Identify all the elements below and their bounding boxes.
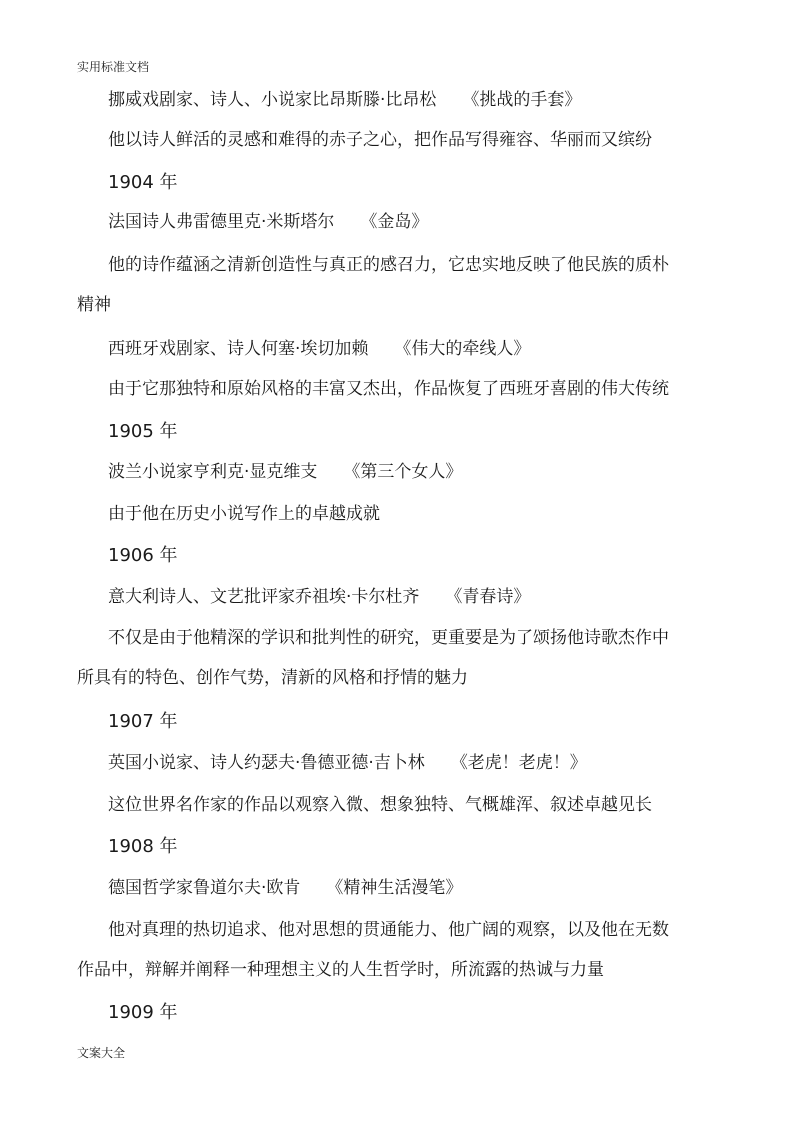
citation-line: 他的诗作蕴涵之清新创造性与真正的感召力，它忠实地反映了他民族的质朴	[108, 255, 669, 275]
citation-line: 这位世界名作家的作品以观察入微、想象独特、气概雄浑、叙述卓越见长	[108, 795, 652, 815]
work-title: 《第三个女人》	[343, 462, 463, 482]
work-title: 《老虎！老虎！》	[450, 753, 587, 773]
work-title: 《青春诗》	[445, 587, 531, 607]
year-heading: 1908 年	[108, 836, 178, 857]
citation-line-continued: 作品中，辩解并阐释一种理想主义的人生哲学时，所流露的热诚与力量	[77, 960, 604, 980]
page-footer: 文案大全	[77, 1046, 126, 1060]
year-heading: 1905 年	[108, 421, 178, 442]
author-line: 挪威戏剧家、诗人、小说家比昂斯滕·比昂松 《挑战的手套》	[108, 90, 582, 110]
year-heading: 1906 年	[108, 545, 178, 566]
author-line: 西班牙戏剧家、诗人何塞·埃切加赖 《伟大的牵线人》	[108, 339, 531, 359]
citation-line-continued: 精神	[77, 295, 111, 315]
author-line: 英国小说家、诗人约瑟夫·鲁德亚德·吉卜林 《老虎！老虎！》	[108, 753, 587, 773]
citation-line: 由于他在历史小说写作上的卓越成就	[108, 504, 380, 524]
author-line: 法国诗人弗雷德里克·米斯塔尔 《金岛》	[108, 212, 429, 232]
citation-line: 他对真理的热切追求、他对思想的贯通能力、他广阔的观察，以及他在无数	[108, 920, 669, 940]
author-line: 意大利诗人、文艺批评家乔祖埃·卡尔杜齐 《青春诗》	[108, 587, 531, 607]
work-title: 《精神生活漫笔》	[326, 878, 463, 898]
work-title: 《金岛》	[360, 212, 429, 232]
work-title: 《伟大的牵线人》	[394, 339, 531, 359]
citation-line: 他以诗人鲜活的灵感和难得的赤子之心，把作品写得雍容、华丽而又缤纷	[108, 130, 652, 150]
year-heading: 1904 年	[108, 172, 178, 193]
page-header: 实用标准文档	[77, 60, 150, 74]
author-line: 德国哲学家鲁道尔夫·欧肯 《精神生活漫笔》	[108, 878, 463, 898]
work-title: 《挑战的手套》	[462, 90, 582, 110]
citation-line: 由于它那独特和原始风格的丰富又杰出，作品恢复了西班牙喜剧的伟大传统	[108, 379, 669, 399]
year-heading: 1907 年	[108, 711, 178, 732]
citation-line-continued: 所具有的特色、创作气势，清新的风格和抒情的魅力	[77, 668, 468, 688]
author-line: 波兰小说家亨利克·显克维支 《第三个女人》	[108, 462, 463, 482]
year-heading: 1909 年	[108, 1002, 178, 1023]
citation-line: 不仅是由于他精深的学识和批判性的研究，更重要是为了颂扬他诗歌杰作中	[108, 628, 669, 648]
